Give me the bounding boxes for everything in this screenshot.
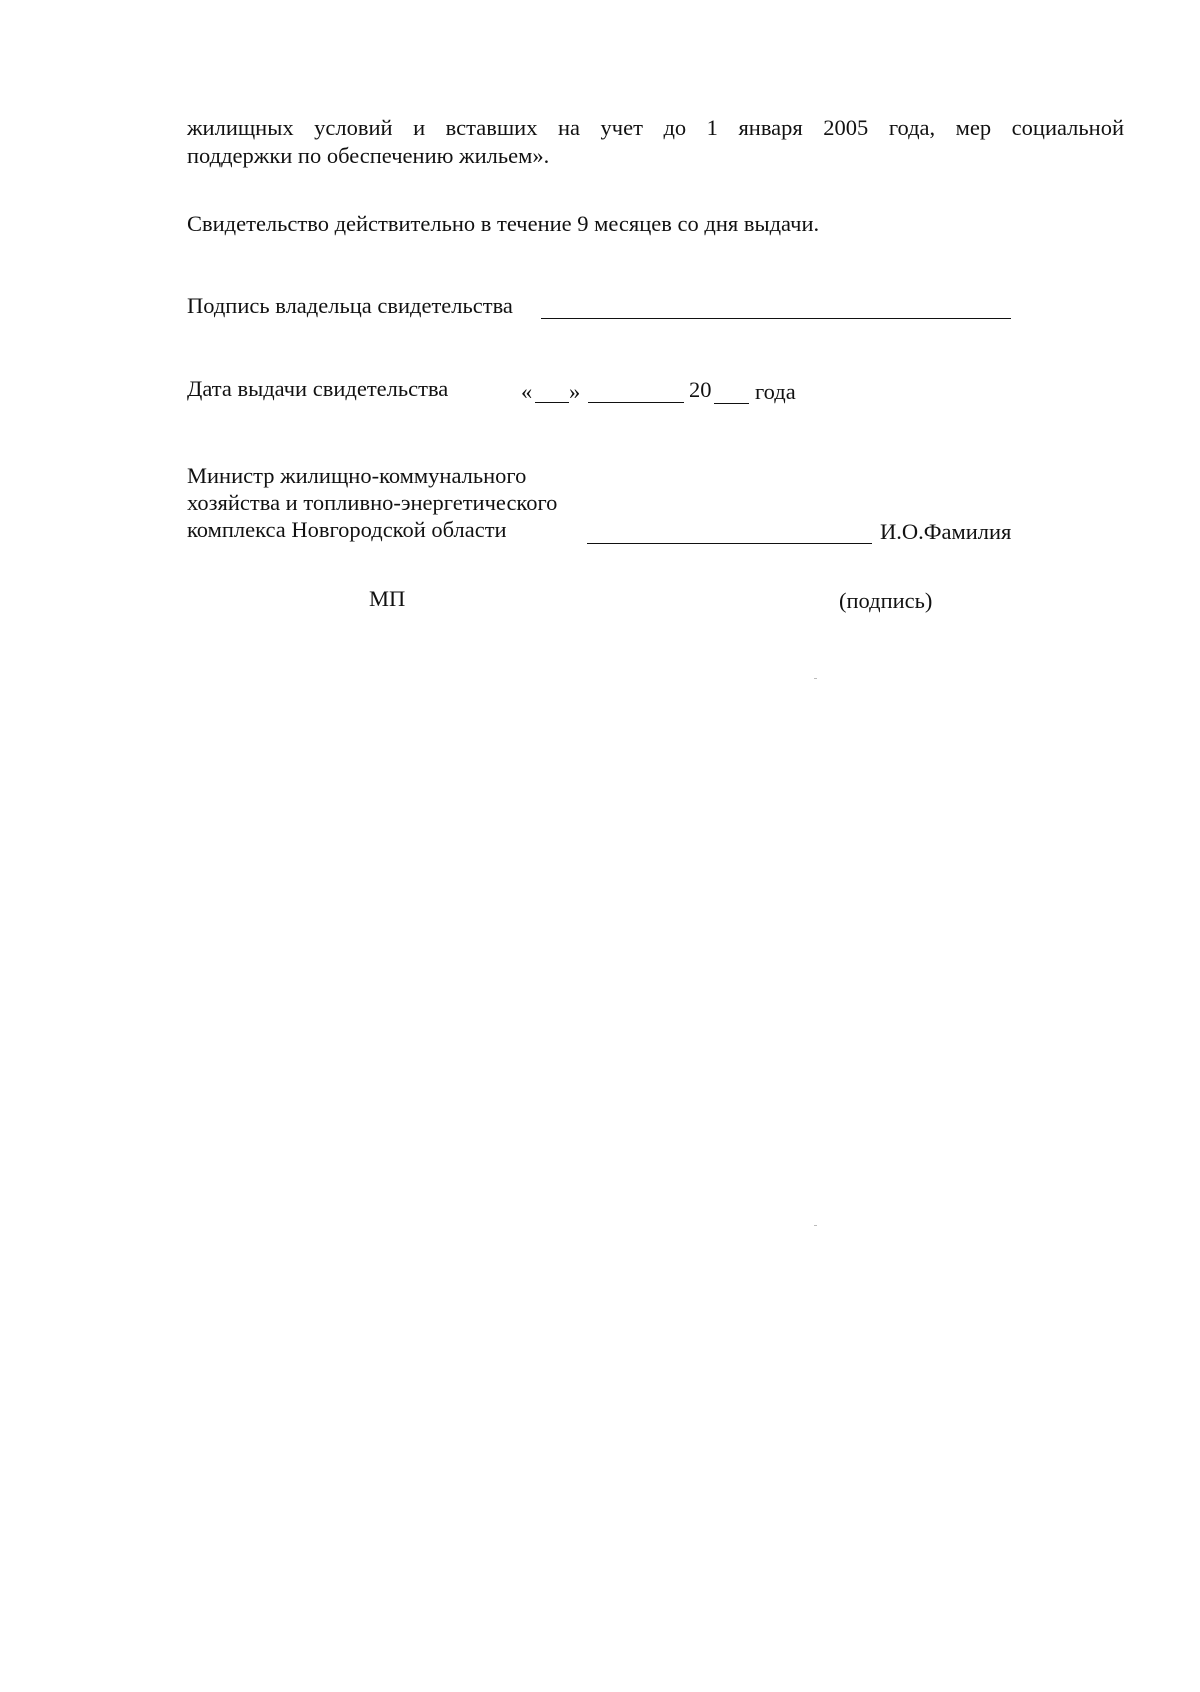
scan-speck — [814, 1225, 817, 1226]
paragraph-line-1: жилищных условий и вставших на учет до 1 января 2005 года, мер социальной — [187, 115, 1124, 140]
scan-speck — [814, 678, 817, 679]
minister-title-line-3: комплекса Новгородской области — [187, 517, 507, 542]
date-century: 20 — [689, 377, 712, 402]
validity-statement: Свидетельство действительно в течение 9 месяцев со дня выдачи. — [187, 211, 820, 236]
owner-signature-label: Подпись владельца свидетельства — [187, 293, 513, 318]
month-blank[interactable] — [588, 402, 684, 403]
signature-caption: (подпись) — [839, 588, 933, 613]
minister-title-line-2: хозяйства и топливно-энергетического — [187, 490, 558, 515]
day-blank[interactable] — [535, 402, 569, 403]
date-open-quote: « — [521, 379, 533, 404]
minister-signature-blank[interactable] — [587, 543, 872, 544]
issue-date-label: Дата выдачи свидетельства — [187, 376, 449, 401]
year-blank[interactable] — [714, 403, 749, 404]
minister-title-line-1: Министр жилищно-коммунального — [187, 463, 527, 488]
minister-name: И.О.Фамилия — [880, 519, 1012, 544]
owner-signature-blank[interactable] — [541, 318, 1011, 319]
paragraph-line-2: поддержки по обеспечению жильем». — [187, 143, 550, 168]
stamp-place-label: МП — [369, 586, 406, 611]
date-year-word: года — [755, 379, 796, 404]
date-close-quote: » — [569, 379, 581, 404]
